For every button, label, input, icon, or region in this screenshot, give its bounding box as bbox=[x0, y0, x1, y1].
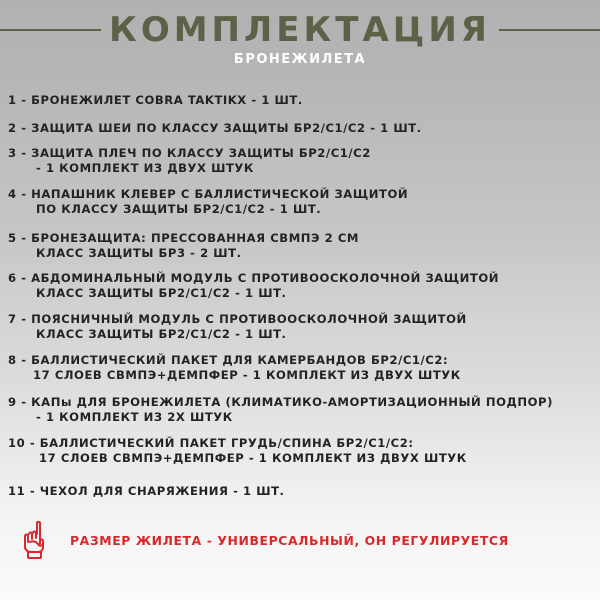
item-line: 11 - ЧЕХОЛ ДЛЯ СНАРЯЖЕНИЯ - 1 ШТ. bbox=[8, 484, 285, 498]
list-item bbox=[8, 93, 303, 108]
list-item bbox=[8, 146, 371, 176]
pointing-finger-icon bbox=[22, 520, 50, 560]
item-line-continued: 17 СЛОЕВ СВМПЭ+ДЕМПФЕР - 1 КОМПЛЕКТ ИЗ ДВУХ ШТУК bbox=[39, 451, 467, 465]
item-line: 10 - БАЛЛИСТИЧЕСКИЙ ПАКЕТ ГРУДЬ/СПИНА БР2/С1/С2: bbox=[8, 436, 414, 450]
item-line-continued: - 1 КОМПЛЕКТ ИЗ 2Х ШТУК bbox=[36, 410, 233, 424]
title-divider-right bbox=[499, 29, 600, 31]
item-line: 3 - ЗАЩИТА ПЛЕЧ ПО КЛАССУ ЗАЩИТЫ БР2/С1/С2 bbox=[8, 146, 371, 160]
list-item bbox=[8, 353, 461, 383]
item-line: 5 - БРОНЕЗАЩИТА: ПРЕССОВАННАЯ СВМПЭ 2 СМ bbox=[8, 231, 360, 245]
page-title: КОМПЛЕКТАЦИЯ bbox=[109, 10, 491, 50]
item-line-continued: ПО КЛАССУ ЗАЩИТЫ БР2/С1/С2 - 1 ШТ. bbox=[36, 202, 322, 216]
size-note-text: РАЗМЕР ЖИЛЕТА - УНИВЕРСАЛЬНЫЙ, ОН РЕГУЛИРУЕТСЯ bbox=[70, 532, 509, 548]
title-row bbox=[0, 10, 600, 50]
list-item bbox=[8, 121, 422, 136]
item-line: 6 - АБДОМИНАЛЬНЫЙ МОДУЛЬ С ПРОТИВООСКОЛОЧНОЙ ЗАЩИТОЙ bbox=[8, 271, 500, 285]
item-line: 7 - ПОЯСНИЧНЫЙ МОДУЛЬ С ПРОТИВООСКОЛОЧНОЙ ЗАЩИТОЙ bbox=[8, 312, 467, 326]
header bbox=[0, 0, 600, 80]
list-item bbox=[8, 436, 467, 466]
item-line-continued: КЛАСС ЗАЩИТЫ БР2/С1/С2 - 1 ШТ. bbox=[36, 286, 287, 300]
size-note bbox=[22, 520, 509, 560]
item-line: 1 - БРОНЕЖИЛЕТ COBRA TAKTIKX - 1 ШТ. bbox=[8, 93, 303, 107]
title-divider-left bbox=[0, 29, 101, 31]
list-item bbox=[8, 312, 467, 342]
list-item bbox=[8, 271, 499, 301]
item-line-continued: КЛАСС ЗАЩИТЫ БР3 - 2 ШТ. bbox=[36, 246, 242, 260]
list-item bbox=[8, 484, 285, 499]
list-item bbox=[8, 187, 408, 217]
list-item bbox=[8, 231, 359, 261]
item-line-continued: КЛАСС ЗАЩИТЫ БР2/С1/С2 - 1 ШТ. bbox=[36, 327, 287, 341]
item-line: 8 - БАЛЛИСТИЧЕСКИЙ ПАКЕТ ДЛЯ КАМЕРБАНДОВ БР2/С1/С2: bbox=[8, 353, 449, 367]
list-item bbox=[8, 395, 553, 425]
page-subtitle: БРОНЕЖИЛЕТА bbox=[233, 52, 367, 67]
item-line: 9 - КАПы ДЛЯ БРОНЕЖИЛЕТА (КЛИМАТИКО-АМОРТИЗАЦИОННЫЙ ПОДПОР) bbox=[8, 395, 553, 409]
item-line-continued: - 1 КОМПЛЕКТ ИЗ ДВУХ ШТУК bbox=[36, 161, 254, 175]
item-line: 4 - НАПАШНИК КЛЕВЕР С БАЛЛИСТИЧЕСКОЙ ЗАЩИТОЙ bbox=[8, 187, 409, 201]
item-line-continued: 17 СЛОЕВ СВМПЭ+ДЕМПФЕР - 1 КОМПЛЕКТ ИЗ ДВУХ ШТУК bbox=[33, 368, 461, 382]
item-line: 2 - ЗАЩИТА ШЕИ ПО КЛАССУ ЗАЩИТЫ БР2/С1/С2 - 1 ШТ. bbox=[8, 121, 422, 135]
